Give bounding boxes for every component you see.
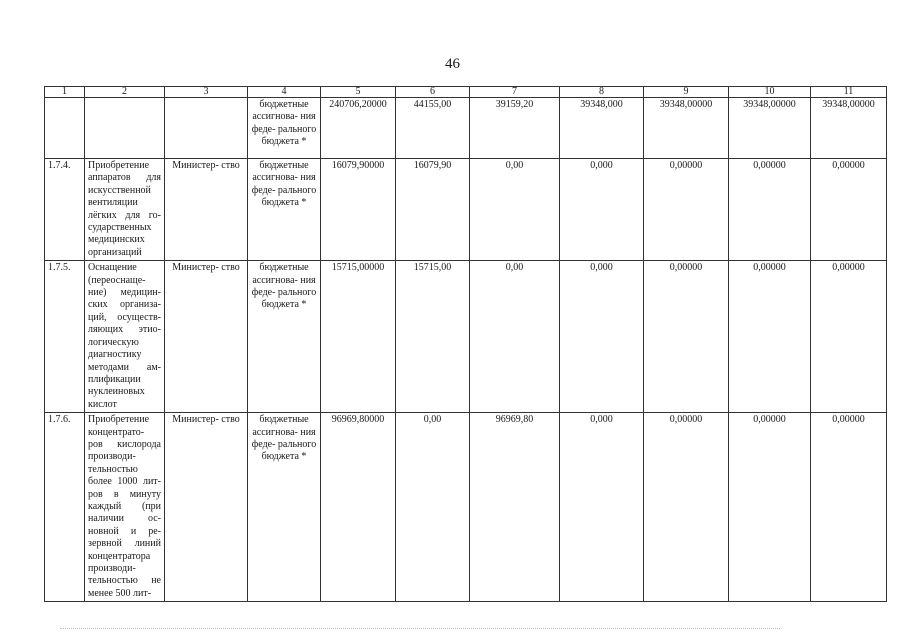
column-number: 10 (729, 87, 811, 98)
column-number: 9 (644, 87, 729, 98)
amount-cell: 0,00000 (644, 413, 729, 602)
amount-cell: 0,00000 (729, 159, 811, 261)
table-row (45, 159, 887, 261)
amount-cell: 39348,00000 (811, 98, 887, 159)
column-number: 3 (165, 87, 248, 98)
item-description: Оснащение (переоснаще- ние) медицин- ских организа- ций, осуществ- ляющих этио- логическую диагностику методами ам- плификации нуклеиновых кислот (85, 261, 165, 413)
amount-cell: 0,00 (470, 159, 560, 261)
amount-cell: 44155,00 (396, 98, 470, 159)
item-description: Приобретение концентрато- ров кислорода производи- тельностью более 1000 лит- ров в минуту каждый (при наличии ос- новной и ре- зервной линий концентратора производи- тельностью не менее 500 лит- (85, 413, 165, 602)
item-number: 1.7.5. (45, 261, 85, 413)
column-number: 5 (321, 87, 396, 98)
amount-cell: 240706,20000 (321, 98, 396, 159)
amount-cell: 0,000 (560, 261, 644, 413)
amount-cell: 39348,00000 (729, 98, 811, 159)
responsible-executor: Министер- ство (165, 413, 248, 602)
page-number: 46 (445, 56, 460, 72)
amount-cell: 0,000 (560, 159, 644, 261)
amount-cell: 0,00 (396, 413, 470, 602)
responsible-executor: Министер- ство (165, 159, 248, 261)
funding-source: бюджетные ассигнова- ния феде- рального бюджета * (248, 98, 321, 159)
amount-cell: 0,00000 (729, 413, 811, 602)
item-number: 1.7.4. (45, 159, 85, 261)
table-row (45, 98, 887, 159)
amount-cell: 16079,90 (396, 159, 470, 261)
funding-source: бюджетные ассигнова- ния феде- рального бюджета * (248, 261, 321, 413)
item-description: Приобретение аппаратов для искусственной вентиляции лёгких для го- сударственных медицинских организаций (85, 159, 165, 261)
table-row (45, 261, 887, 413)
amount-cell: 39348,00000 (644, 98, 729, 159)
column-number: 8 (560, 87, 644, 98)
column-number: 4 (248, 87, 321, 98)
column-number-row (45, 87, 887, 98)
column-number: 11 (811, 87, 887, 98)
amount-cell: 96969,80000 (321, 413, 396, 602)
budget-table (44, 86, 887, 602)
amount-cell: 96969,80 (470, 413, 560, 602)
table-row (45, 413, 887, 602)
amount-cell: 0,00000 (811, 261, 887, 413)
column-number: 2 (85, 87, 165, 98)
item-number: 1.7.6. (45, 413, 85, 602)
amount-cell: 15715,00 (396, 261, 470, 413)
amount-cell: 39159,20 (470, 98, 560, 159)
funding-source: бюджетные ассигнова- ния феде- рального бюджета * (248, 413, 321, 602)
amount-cell: 39348,000 (560, 98, 644, 159)
responsible-executor (165, 98, 248, 159)
amount-cell: 0,00000 (811, 413, 887, 602)
responsible-executor: Министер- ство (165, 261, 248, 413)
amount-cell: 15715,00000 (321, 261, 396, 413)
scan-artifact-line (60, 628, 780, 633)
amount-cell: 0,00000 (644, 261, 729, 413)
amount-cell: 0,00000 (644, 159, 729, 261)
amount-cell: 0,00000 (729, 261, 811, 413)
item-number (45, 98, 85, 159)
item-description (85, 98, 165, 159)
column-number: 6 (396, 87, 470, 98)
column-number: 7 (470, 87, 560, 98)
funding-source: бюджетные ассигнова- ния феде- рального бюджета * (248, 159, 321, 261)
amount-cell: 0,00000 (811, 159, 887, 261)
amount-cell: 0,000 (560, 413, 644, 602)
column-number: 1 (45, 87, 85, 98)
amount-cell: 16079,90000 (321, 159, 396, 261)
amount-cell: 0,00 (470, 261, 560, 413)
